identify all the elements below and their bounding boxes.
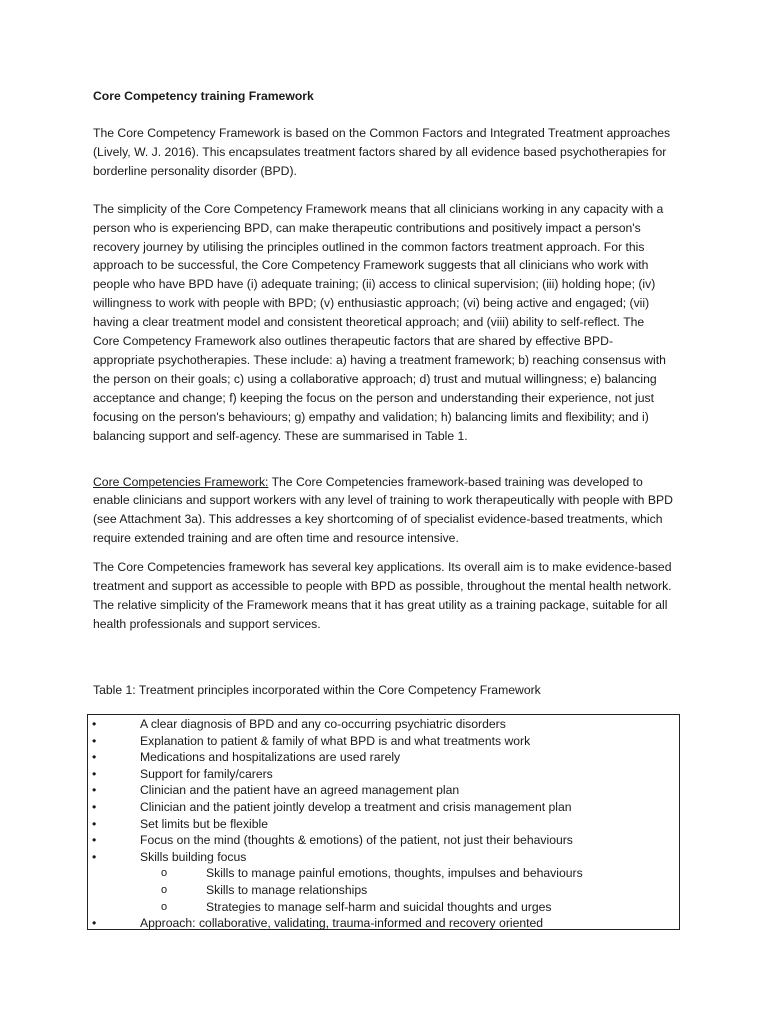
table-item: Skills building focus — [140, 849, 247, 864]
table-item: Clinician and the patient jointly develop a treatment and crisis management plan — [140, 799, 572, 814]
bullet-icon: • — [92, 783, 97, 798]
table-caption: Table 1: Treatment principles incorporated within the Core Competency Framework — [93, 682, 541, 697]
table-row — [88, 749, 679, 766]
bullet-icon: • — [92, 766, 97, 781]
table-row — [88, 799, 679, 816]
table-item: Explanation to patient & family of what BPD is and what treatments work — [140, 733, 531, 748]
table-row — [88, 849, 679, 866]
document-title: Core Competency training Framework — [93, 89, 314, 103]
bullet-icon: • — [92, 799, 97, 814]
table-row — [88, 716, 679, 733]
sub-bullet-icon: o — [161, 883, 168, 896]
table-sub-row — [88, 865, 679, 882]
table-item: Medications and hospitalizations are used rarely — [140, 750, 401, 765]
table-sub-item: Strategies to manage self-harm and suicidal thoughts and urges — [206, 899, 552, 914]
table-sub-item: Skills to manage relationships — [206, 882, 368, 897]
paragraph-applications: The Core Competencies framework has several key applications. Its overall aim is to make evidence-based treatment and support as accessible to people with BPD as possible, throughout the mental health network. The relative simplicity of the Framework means that it has great utility as a training package, suitable for all health professionals and support services. — [93, 560, 672, 631]
table-row — [88, 915, 679, 932]
bullet-icon: • — [92, 816, 97, 831]
bullet-icon: • — [92, 833, 97, 848]
table-item: A clear diagnosis of BPD and any co-occurring psychiatric disorders — [140, 717, 506, 731]
table-row — [88, 782, 679, 799]
treatment-principles-table — [87, 714, 680, 930]
section-heading-core-competencies: Core Competencies Framework: — [93, 474, 269, 489]
table-sub-row — [88, 899, 679, 916]
table-item: Approach: collaborative, validating, trauma-informed and recovery oriented — [140, 916, 544, 931]
bullet-icon: • — [92, 733, 97, 748]
table-sub-row — [88, 882, 679, 899]
bullet-icon: • — [92, 916, 97, 931]
sub-bullet-icon: o — [161, 900, 168, 913]
paragraph-simplicity: The simplicity of the Core Competency Framework means that all clinicians working in any capacity with a person who is experiencing BPD, can make therapeutic contributions and positively impact a person's recovery journey by utilising the principles outlined in the common factors treatment approach. For this approach to be successful, the Core Competency Framework suggests that all clinicians who work with people who have BPD have (i) adequate training; (ii) access to clinical supervision; (iii) holding hope; (iv) willingness to work with people with BPD; (v) enthusiastic approach; (vi) being active and engaged; (vii) having a clear treatment model and consistent theoretical approach; and (viii) ability to self-reflect. The Core Competency Framework also outlines therapeutic factors that are shared by effective BPD-appropriate psychotherapies. These include: a) having a treatment framework; b) reaching consensus with the person on their goals; c) using a collaborative approach; d) trust and mutual willingness; e) balancing acceptance and change; f) keeping the focus on the person and understanding their experience, not just focusing on the person's behaviours; g) empathy and validation; h) balancing limits and flexibility; and i) balancing support and self-agency. These are summarised in Table 1. — [93, 201, 666, 443]
paragraph-core-competencies-body: The Core Competencies framework-based training was developed to enable clinicians and support workers with any level of training to work therapeutically with people with BPD (see Attachment 3a). This addresses a key shortcoming of of specialist evidence-based treatments, which require extended training and are often time and resource intensive. — [93, 474, 673, 546]
table-item: Focus on the mind (thoughts & emotions) of the patient, not just their behaviours — [140, 833, 573, 848]
table-item: Set limits but be flexible — [140, 816, 269, 831]
document-body — [93, 87, 673, 699]
bullet-icon: • — [92, 717, 97, 731]
table-row — [88, 766, 679, 783]
table-row — [88, 832, 679, 849]
table-item: Clinician and the patient have an agreed management plan — [140, 783, 460, 798]
table-item: Support for family/carers — [140, 766, 273, 781]
paragraph-intro: The Core Competency Framework is based on the Common Factors and Integrated Treatment approaches (Lively, W. J. 2016). This encapsulates treatment factors shared by all evidence based psychotherapies for borderline personality disorder (BPD). — [93, 126, 671, 178]
bullet-icon: • — [92, 849, 97, 864]
sub-bullet-icon: o — [161, 867, 168, 880]
bullet-icon: • — [92, 750, 97, 765]
table-row — [88, 733, 679, 750]
table-row — [88, 816, 679, 833]
table-sub-item: Skills to manage painful emotions, thoughts, impulses and behaviours — [206, 866, 583, 881]
paragraph-core-competencies — [93, 473, 673, 549]
